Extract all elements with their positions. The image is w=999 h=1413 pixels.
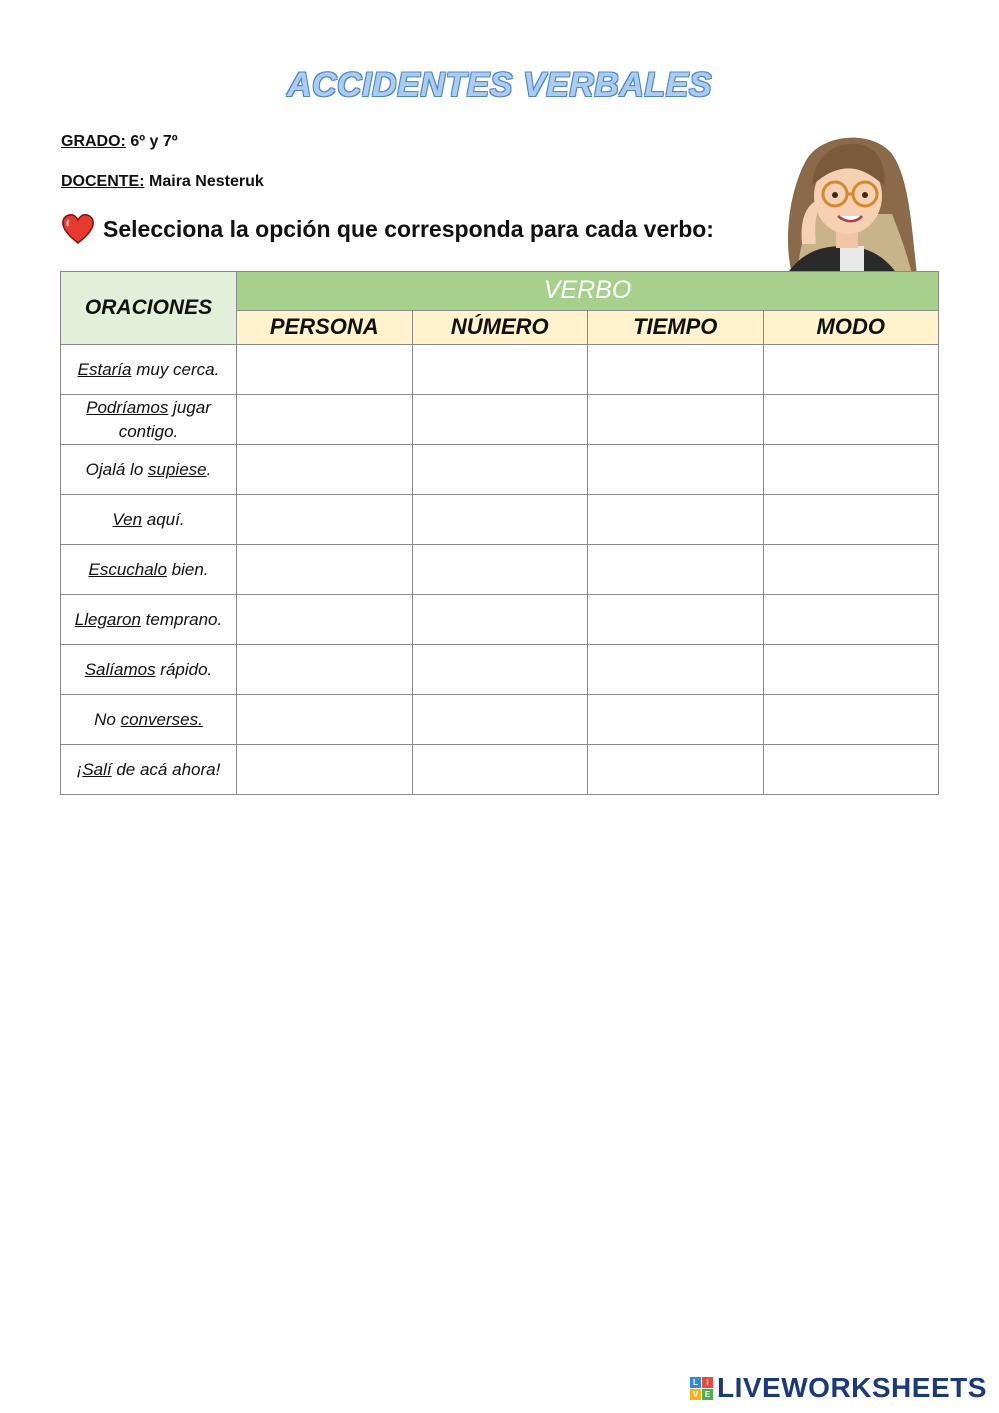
tiempo-header: TIEMPO [588,310,764,344]
modo-answer-cell[interactable] [763,445,939,495]
persona-answer-cell[interactable] [237,595,413,645]
numero-answer-cell[interactable] [412,495,588,545]
sentence-cell: Llegaron temprano. [61,595,237,645]
modo-answer-cell[interactable] [763,595,939,645]
docente-line [61,173,264,191]
docente-label: DOCENTE: [61,173,145,190]
table-row [61,545,939,595]
verb: Escuchalo [88,559,167,579]
liveworksheets-brand: LIVEWORKSHEETS [717,1372,987,1403]
modo-answer-cell[interactable] [763,395,939,445]
verb: Salí [82,759,112,779]
modo-header: MODO [763,310,939,344]
numero-answer-cell[interactable] [412,445,588,495]
sentence-cell: Salíamos rápido. [61,645,237,695]
verb: converses. [120,709,203,729]
instruction-text: Selecciona la opción que corresponda para cada verbo: [103,215,714,242]
tiempo-answer-cell[interactable] [588,445,764,495]
heart-icon [61,213,95,245]
liveworksheets-logo [690,1372,987,1404]
grado-line [61,133,178,151]
persona-answer-cell[interactable] [237,545,413,595]
sentence-cell: ¡Salí de acá ahora! [61,745,237,795]
sentence-cell: Escuchalo bien. [61,545,237,595]
modo-answer-cell[interactable] [763,695,939,745]
sentence-cell: Ven aquí. [61,495,237,545]
table-row [61,395,939,445]
table-row [61,495,939,545]
numero-answer-cell[interactable] [412,395,588,445]
sentence-cell: No converses. [61,695,237,745]
numero-answer-cell[interactable] [412,545,588,595]
numero-answer-cell[interactable] [412,645,588,695]
persona-answer-cell[interactable] [237,645,413,695]
verb: Podríamos [86,397,169,417]
tiempo-answer-cell[interactable] [588,495,764,545]
teacher-avatar [762,124,922,274]
verb: Ven [112,509,143,529]
tiempo-answer-cell[interactable] [588,745,764,795]
tiempo-answer-cell[interactable] [588,695,764,745]
persona-answer-cell[interactable] [237,745,413,795]
numero-answer-cell[interactable] [412,745,588,795]
numero-answer-cell[interactable] [412,595,588,645]
persona-answer-cell[interactable] [237,695,413,745]
verb: Estaría [77,359,132,379]
verbo-header: VERBO [237,272,939,311]
tiempo-answer-cell[interactable] [588,545,764,595]
table-row [61,645,939,695]
docente-value: Maira Nesteruk [149,173,264,190]
tiempo-answer-cell[interactable] [588,395,764,445]
verbs-table [60,271,939,795]
liveworksheets-blocks-icon: L I V E [690,1377,713,1400]
modo-answer-cell[interactable] [763,745,939,795]
persona-answer-cell[interactable] [237,395,413,445]
tiempo-answer-cell[interactable] [588,595,764,645]
modo-answer-cell[interactable] [763,345,939,395]
numero-header: NÚMERO [412,310,588,344]
persona-answer-cell[interactable] [237,345,413,395]
sentence-cell: Estaría muy cerca. [61,345,237,395]
verb: supiese [148,459,207,479]
table-row [61,345,939,395]
grado-label: GRADO: [61,133,126,150]
numero-answer-cell[interactable] [412,695,588,745]
table-row [61,695,939,745]
instruction [61,213,714,245]
modo-answer-cell[interactable] [763,495,939,545]
modo-answer-cell[interactable] [763,545,939,595]
tiempo-answer-cell[interactable] [588,645,764,695]
persona-answer-cell[interactable] [237,495,413,545]
page-title: ACCIDENTES VERBALES [286,66,713,104]
table-row [61,445,939,495]
oraciones-header: ORACIONES [61,272,237,345]
persona-header: PERSONA [237,310,413,344]
sentence-cell: Ojalá lo supiese. [61,445,237,495]
persona-answer-cell[interactable] [237,445,413,495]
numero-answer-cell[interactable] [412,345,588,395]
grado-value: 6º y 7º [130,133,178,150]
verb: Llegaron [74,609,141,629]
verb: Salíamos [84,659,156,679]
table-row [61,595,939,645]
table-row [61,745,939,795]
sentence-cell: Podríamos jugar contigo. [61,395,237,445]
modo-answer-cell[interactable] [763,645,939,695]
tiempo-answer-cell[interactable] [588,345,764,395]
